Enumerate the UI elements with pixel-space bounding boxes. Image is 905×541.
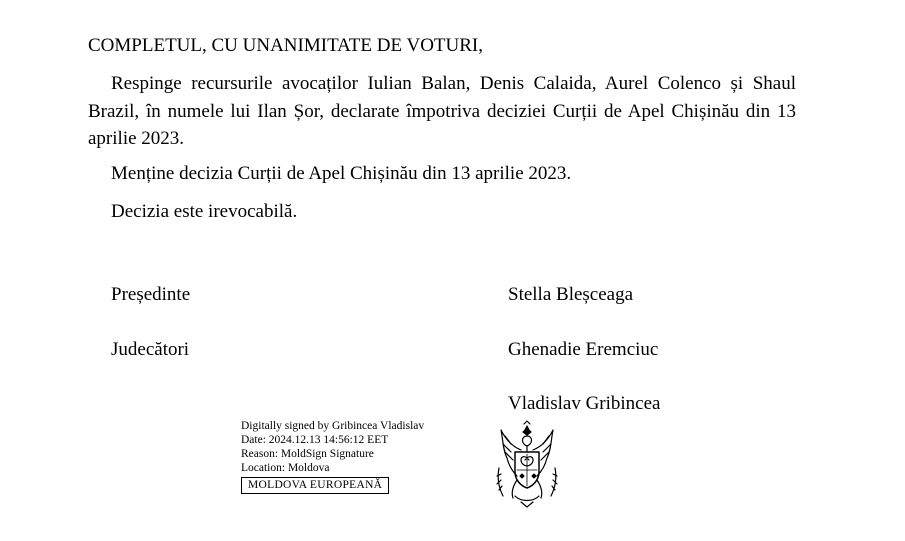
name-judge-1: Ghenadie Eremciuc xyxy=(508,339,659,360)
name-president: Stella Bleșceaga xyxy=(508,284,634,305)
moldova-europeana-badge: MOLDOVA EUROPEANĂ xyxy=(241,477,389,494)
digital-signature-date: Date: 2024.12.13 14:56:12 EET xyxy=(241,434,389,446)
digital-signature-reason: Reason: MoldSign Signature xyxy=(241,448,374,460)
digital-signature-location: Location: Moldova xyxy=(241,462,330,474)
role-judges: Judecători xyxy=(111,339,190,360)
ruling-paragraph-decision-upheld: Menține decizia Curții de Apel Chișinău din 13 aprilie 2023. xyxy=(111,163,572,184)
court-panel-heading: COMPLETUL, CU UNANIMITATE DE VOTURI, xyxy=(88,35,483,56)
moldova-coat-of-arms-icon xyxy=(491,416,563,508)
role-president: Președinte xyxy=(111,284,191,305)
digital-signature-block xyxy=(241,419,424,494)
name-judge-2: Vladislav Gribincea xyxy=(508,393,661,414)
ruling-paragraph-irrevocable: Decizia este irevocabilă. xyxy=(111,201,298,222)
digital-signature-signed-by: Digitally signed by Gribincea Vladislav xyxy=(241,420,425,432)
ruling-paragraph-appeals-rejected: Respinge recursurile avocaților Iulian Balan, Denis Calaida, Aurel Colenco și Shaul Brazil, în numele lui Ilan Șor, declarate împotriva deciziei Curții de Apel Chișinău din 13 aprilie 2023. xyxy=(88,73,796,149)
